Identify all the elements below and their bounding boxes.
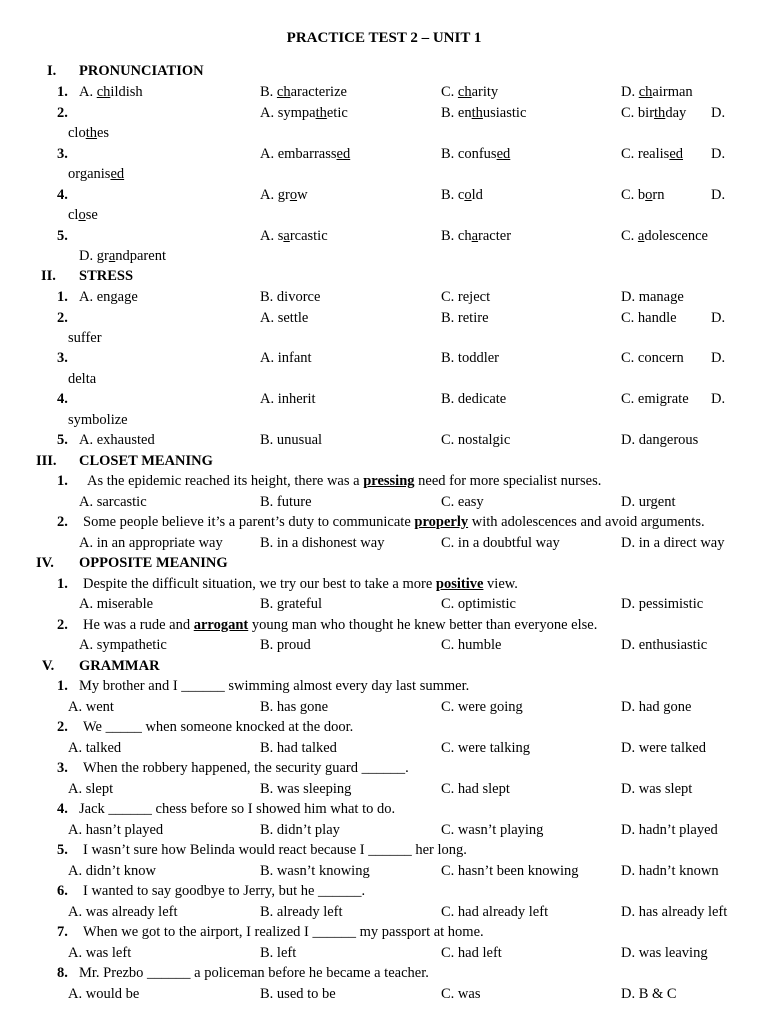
option-b[interactable] bbox=[260, 82, 347, 103]
option-d[interactable]: D. dangerous bbox=[621, 432, 699, 448]
option-a[interactable]: A. slept bbox=[68, 781, 114, 797]
underlined-letters: th bbox=[654, 105, 666, 121]
option-d-label: D. bbox=[711, 350, 726, 366]
option-d[interactable]: D. hadn’t played bbox=[621, 822, 718, 838]
options-row bbox=[0, 984, 768, 1005]
options-row bbox=[0, 902, 768, 923]
question-row bbox=[0, 308, 768, 329]
option-text: C. realis bbox=[621, 146, 670, 162]
options-row bbox=[0, 820, 768, 841]
question-stem bbox=[0, 676, 768, 697]
underlined-letters: a bbox=[471, 228, 479, 244]
question-row bbox=[0, 348, 768, 369]
option-text: D. bbox=[621, 84, 639, 100]
question-number: 4. bbox=[57, 187, 68, 203]
option-text: es bbox=[97, 125, 110, 141]
question-text bbox=[83, 574, 518, 595]
option-c[interactable]: C. hasn’t been knowing bbox=[441, 863, 579, 879]
option-d[interactable]: D. was slept bbox=[621, 781, 693, 797]
option-c[interactable]: C. nostalgic bbox=[441, 432, 511, 448]
question-row-wrap bbox=[0, 205, 768, 226]
key-word: pressing bbox=[363, 473, 415, 489]
underlined-letters: o bbox=[78, 207, 86, 223]
option-a[interactable]: A. inherit bbox=[260, 391, 316, 407]
option-b[interactable]: B. was sleeping bbox=[260, 781, 352, 797]
question-row bbox=[0, 287, 768, 308]
option-text: rn bbox=[652, 187, 665, 203]
option-b[interactable]: B. had talked bbox=[260, 740, 337, 756]
options-row bbox=[0, 738, 768, 759]
question-stem bbox=[0, 840, 768, 861]
option-c[interactable]: C. were going bbox=[441, 699, 523, 715]
underlined-letters: ch bbox=[96, 84, 111, 100]
option-d[interactable]: suffer bbox=[68, 330, 102, 346]
option-b[interactable]: B. proud bbox=[260, 637, 311, 653]
option-d[interactable]: D. in a direct way bbox=[621, 535, 725, 551]
option-c[interactable]: C. in a doubtful way bbox=[441, 535, 560, 551]
question-number: 3. bbox=[57, 146, 68, 162]
options-row bbox=[0, 492, 768, 513]
option-b[interactable]: B. future bbox=[260, 494, 312, 510]
underlined-letters: o bbox=[464, 187, 472, 203]
option-b[interactable]: B. left bbox=[260, 945, 297, 961]
question-row-wrap bbox=[0, 164, 768, 185]
question-stem bbox=[0, 799, 768, 820]
question-number: 2. bbox=[57, 617, 68, 633]
option-d[interactable]: D. were talked bbox=[621, 740, 706, 756]
option-b[interactable] bbox=[441, 185, 483, 206]
question-row bbox=[0, 82, 768, 103]
option-d-label: D. bbox=[711, 310, 726, 326]
question-number: 5. bbox=[57, 842, 68, 858]
option-c[interactable]: C. wasn’t playing bbox=[441, 822, 544, 838]
option-c[interactable] bbox=[621, 226, 708, 247]
option-c[interactable]: C. had slept bbox=[441, 781, 510, 797]
option-a[interactable]: A. engage bbox=[79, 289, 138, 305]
underlined-letters: ed bbox=[669, 146, 684, 162]
option-text: B. en bbox=[441, 105, 472, 121]
question-number: 3. bbox=[57, 760, 68, 776]
option-d[interactable]: delta bbox=[68, 371, 97, 387]
option-text: A. gr bbox=[260, 187, 290, 203]
question-text bbox=[87, 471, 601, 492]
option-d[interactable]: D. urgent bbox=[621, 494, 676, 510]
option-a[interactable]: A. infant bbox=[260, 350, 312, 366]
option-a[interactable] bbox=[260, 103, 348, 124]
option-text: day bbox=[665, 105, 687, 121]
option-a[interactable] bbox=[260, 226, 328, 247]
option-c[interactable]: C. handle bbox=[621, 310, 677, 326]
option-text: rcastic bbox=[289, 228, 328, 244]
underlined-letters: ch bbox=[276, 84, 291, 100]
option-c[interactable]: C. emigrate bbox=[621, 391, 689, 407]
underlined-letters: ch bbox=[457, 84, 472, 100]
option-text: cl bbox=[68, 207, 79, 223]
option-a[interactable]: A. in an appropriate way bbox=[79, 535, 223, 551]
question-text: Mr. Prezbo ______ a policeman before he became a teacher. bbox=[79, 965, 429, 981]
option-a[interactable]: A. sympathetic bbox=[79, 637, 167, 653]
section-number: II. bbox=[41, 268, 56, 284]
option-a[interactable]: A. hasn’t played bbox=[68, 822, 164, 838]
question-stem bbox=[0, 471, 768, 492]
option-d[interactable] bbox=[621, 82, 693, 103]
option-b[interactable] bbox=[441, 144, 510, 165]
option-d[interactable]: D. was leaving bbox=[621, 945, 708, 961]
option-text: se bbox=[85, 207, 98, 223]
question-row-wrap bbox=[0, 328, 768, 349]
option-b[interactable]: B. grateful bbox=[260, 596, 323, 612]
question-text-part: with adolescences and avoid arguments. bbox=[468, 514, 705, 530]
key-word: properly bbox=[414, 514, 469, 530]
option-text: etic bbox=[326, 105, 348, 121]
option-c[interactable]: C. was bbox=[441, 986, 481, 1002]
underlined-letters: ed bbox=[496, 146, 511, 162]
option-b[interactable]: B. used to be bbox=[260, 986, 336, 1002]
options-row bbox=[0, 533, 768, 554]
question-text bbox=[83, 615, 597, 636]
option-text: airman bbox=[652, 84, 693, 100]
underlined-letters: a bbox=[637, 228, 645, 244]
underlined-letters: o bbox=[289, 187, 298, 203]
section-title: OPPOSITE MEANING bbox=[79, 555, 228, 571]
option-c[interactable]: C. were talking bbox=[441, 740, 530, 756]
option-b[interactable]: B. didn’t play bbox=[260, 822, 340, 838]
question-text-part: He was a rude and bbox=[83, 617, 194, 633]
option-text: aracterize bbox=[290, 84, 347, 100]
question-number: 5. bbox=[57, 432, 68, 448]
option-b[interactable]: B. dedicate bbox=[441, 391, 507, 407]
question-number: 6. bbox=[57, 883, 68, 899]
option-d-label: D. bbox=[711, 146, 726, 162]
option-d[interactable]: D. had gone bbox=[621, 699, 692, 715]
option-a[interactable]: A. was left bbox=[68, 945, 132, 961]
question-row bbox=[0, 430, 768, 451]
question-row bbox=[0, 389, 768, 410]
option-d[interactable] bbox=[68, 164, 124, 185]
question-row bbox=[0, 226, 768, 247]
section-heading-stress bbox=[0, 266, 768, 287]
options-row bbox=[0, 861, 768, 882]
option-b[interactable]: B. in a dishonest way bbox=[260, 535, 385, 551]
option-b[interactable]: B. toddler bbox=[441, 350, 499, 366]
question-row-wrap bbox=[0, 369, 768, 390]
option-c[interactable]: C. humble bbox=[441, 637, 502, 653]
question-number: 7. bbox=[57, 924, 68, 940]
question-number: 1. bbox=[57, 678, 68, 694]
section-title: STRESS bbox=[79, 268, 134, 284]
option-text: B. ch bbox=[441, 228, 472, 244]
option-d[interactable]: D. hadn’t known bbox=[621, 863, 719, 879]
question-number: 2. bbox=[57, 719, 68, 735]
option-b[interactable]: B. divorce bbox=[260, 289, 321, 305]
option-c[interactable]: C. concern bbox=[621, 350, 684, 366]
question-number: 2. bbox=[57, 514, 68, 530]
question-text-part: Some people believe it’s a parent’s duty to communicate bbox=[83, 514, 415, 530]
option-text: ld bbox=[471, 187, 483, 203]
option-d[interactable]: D. B & C bbox=[621, 986, 677, 1002]
option-text: D. gr bbox=[79, 248, 109, 264]
section-number: I. bbox=[47, 63, 57, 79]
page-title: PRACTICE TEST 2 – UNIT 1 bbox=[286, 30, 482, 46]
question-stem bbox=[0, 717, 768, 738]
question-number: 1. bbox=[57, 84, 68, 100]
options-row bbox=[0, 943, 768, 964]
question-stem bbox=[0, 881, 768, 902]
option-d[interactable] bbox=[68, 123, 109, 144]
option-text: C. bbox=[441, 84, 458, 100]
option-c[interactable] bbox=[621, 144, 683, 165]
option-a[interactable]: A. sarcastic bbox=[79, 494, 147, 510]
underlined-letters: ed bbox=[110, 166, 125, 182]
option-c[interactable] bbox=[621, 185, 665, 206]
question-stem bbox=[0, 963, 768, 984]
question-row-wrap bbox=[0, 246, 768, 267]
underlined-letters: a bbox=[108, 248, 116, 264]
question-text-part: view. bbox=[483, 576, 518, 592]
option-a[interactable]: A. miserable bbox=[79, 596, 154, 612]
option-d-label: D. bbox=[711, 187, 726, 203]
section-heading-opposite-meaning bbox=[0, 553, 768, 574]
underlined-letters: th bbox=[315, 105, 327, 121]
option-b[interactable]: B. has gone bbox=[260, 699, 329, 715]
option-a[interactable] bbox=[260, 185, 308, 206]
question-stem bbox=[0, 615, 768, 636]
option-text: B. confus bbox=[441, 146, 497, 162]
option-c[interactable] bbox=[621, 103, 686, 124]
question-row bbox=[0, 144, 768, 165]
key-word: positive bbox=[435, 576, 484, 592]
option-a[interactable]: A. settle bbox=[260, 310, 309, 326]
question-stem bbox=[0, 922, 768, 943]
option-c[interactable]: C. had left bbox=[441, 945, 502, 961]
option-a[interactable]: A. went bbox=[68, 699, 114, 715]
key-word: arrogant bbox=[193, 617, 249, 633]
option-c[interactable]: C. optimistic bbox=[441, 596, 516, 612]
option-text: arity bbox=[471, 84, 499, 100]
option-text: A. embarrass bbox=[260, 146, 337, 162]
option-text: organis bbox=[68, 166, 111, 182]
option-text: C. bir bbox=[621, 105, 655, 121]
option-text: A. s bbox=[260, 228, 284, 244]
option-b[interactable] bbox=[441, 226, 511, 247]
option-a[interactable]: A. didn’t know bbox=[68, 863, 156, 879]
option-a[interactable]: A. exhausted bbox=[79, 432, 155, 448]
underlined-letters: a bbox=[283, 228, 290, 244]
section-number: III. bbox=[36, 453, 57, 469]
option-b[interactable]: B. retire bbox=[441, 310, 489, 326]
option-d[interactable] bbox=[68, 205, 98, 226]
option-text: A. sympa bbox=[260, 105, 316, 121]
question-text: We _____ when someone knocked at the door. bbox=[83, 719, 354, 735]
question-number: 2. bbox=[57, 310, 68, 326]
option-text: w bbox=[297, 187, 308, 203]
options-row bbox=[0, 635, 768, 656]
option-b[interactable]: B. already left bbox=[260, 904, 343, 920]
question-number: 4. bbox=[57, 801, 68, 817]
question-text bbox=[83, 512, 705, 533]
question-row-wrap bbox=[0, 410, 768, 431]
option-d[interactable]: symbolize bbox=[68, 412, 128, 428]
underlined-letters: ch bbox=[638, 84, 653, 100]
option-text: B. c bbox=[441, 187, 465, 203]
option-a[interactable] bbox=[260, 144, 350, 165]
question-number: 8. bbox=[57, 965, 68, 981]
option-b[interactable]: B. wasn’t knowing bbox=[260, 863, 370, 879]
underlined-letters: th bbox=[471, 105, 483, 121]
question-text-part: need for more specialist nurses. bbox=[414, 473, 602, 489]
question-row-wrap bbox=[0, 123, 768, 144]
options-row bbox=[0, 697, 768, 718]
option-d[interactable]: D. manage bbox=[621, 289, 684, 305]
question-text: I wasn’t sure how Belinda would react because I ______ her long. bbox=[83, 842, 467, 858]
question-text-part: Despite the difficult situation, we try our best to take a more bbox=[83, 576, 436, 592]
question-number: 2. bbox=[57, 105, 68, 121]
question-row bbox=[0, 185, 768, 206]
question-number: 1. bbox=[57, 473, 68, 489]
question-row bbox=[0, 103, 768, 124]
option-text: ndparent bbox=[115, 248, 166, 264]
option-c[interactable]: C. reject bbox=[441, 289, 491, 305]
option-text: ildish bbox=[110, 84, 143, 100]
question-text: I wanted to say goodbye to Jerry, but he ______. bbox=[83, 883, 366, 899]
option-d[interactable]: D. has already left bbox=[621, 904, 728, 920]
question-text-part: As the epidemic reached its height, there was a bbox=[87, 473, 364, 489]
question-number: 1. bbox=[57, 289, 68, 305]
question-stem bbox=[0, 574, 768, 595]
section-title: PRONUNCIATION bbox=[79, 63, 204, 79]
option-d-label: D. bbox=[711, 105, 726, 121]
option-d[interactable]: D. enthusiastic bbox=[621, 637, 708, 653]
option-text: C. bbox=[621, 228, 638, 244]
option-c[interactable] bbox=[441, 82, 498, 103]
option-b[interactable]: B. unusual bbox=[260, 432, 323, 448]
option-text: racter bbox=[478, 228, 512, 244]
option-b[interactable] bbox=[441, 103, 526, 124]
option-c[interactable]: C. easy bbox=[441, 494, 484, 510]
question-text: Jack ______ chess before so I showed him what to do. bbox=[79, 801, 396, 817]
question-number: 1. bbox=[57, 576, 68, 592]
question-text-part: young man who thought he knew better than everyone else. bbox=[248, 617, 598, 633]
question-number: 3. bbox=[57, 350, 68, 366]
question-number: 5. bbox=[57, 228, 68, 244]
option-a[interactable]: A. would be bbox=[68, 986, 140, 1002]
option-text: dolescence bbox=[644, 228, 708, 244]
option-d-label: D. bbox=[711, 391, 726, 407]
section-number: V. bbox=[42, 658, 55, 674]
option-d[interactable]: D. pessimistic bbox=[621, 596, 704, 612]
option-text: usiastic bbox=[482, 105, 527, 121]
question-text: When we got to the airport, I realized I ______ my passport at home. bbox=[83, 924, 484, 940]
option-a[interactable]: A. talked bbox=[68, 740, 122, 756]
option-d[interactable] bbox=[79, 246, 166, 267]
option-a[interactable]: A. was already left bbox=[68, 904, 178, 920]
question-number: 4. bbox=[57, 391, 68, 407]
options-row bbox=[0, 779, 768, 800]
option-text: C. b bbox=[621, 187, 646, 203]
section-heading-grammar bbox=[0, 656, 768, 677]
option-text: A. bbox=[79, 84, 97, 100]
section-heading-pronunciation bbox=[0, 61, 768, 82]
section-title: CLOSET MEANING bbox=[79, 453, 213, 469]
underlined-letters: th bbox=[85, 125, 97, 141]
option-text: clo bbox=[68, 125, 86, 141]
section-number: IV. bbox=[36, 555, 54, 571]
option-a[interactable] bbox=[79, 82, 143, 103]
question-stem bbox=[0, 758, 768, 779]
section-heading-closest-meaning bbox=[0, 451, 768, 472]
section-title: GRAMMAR bbox=[79, 658, 160, 674]
question-stem bbox=[0, 512, 768, 533]
question-text: When the robbery happened, the security guard ______. bbox=[83, 760, 409, 776]
option-c[interactable]: C. had already left bbox=[441, 904, 549, 920]
option-text: B. bbox=[260, 84, 277, 100]
options-row bbox=[0, 594, 768, 615]
underlined-letters: o bbox=[645, 187, 653, 203]
question-text: My brother and I ______ swimming almost every day last summer. bbox=[79, 678, 470, 694]
underlined-letters: ed bbox=[336, 146, 351, 162]
